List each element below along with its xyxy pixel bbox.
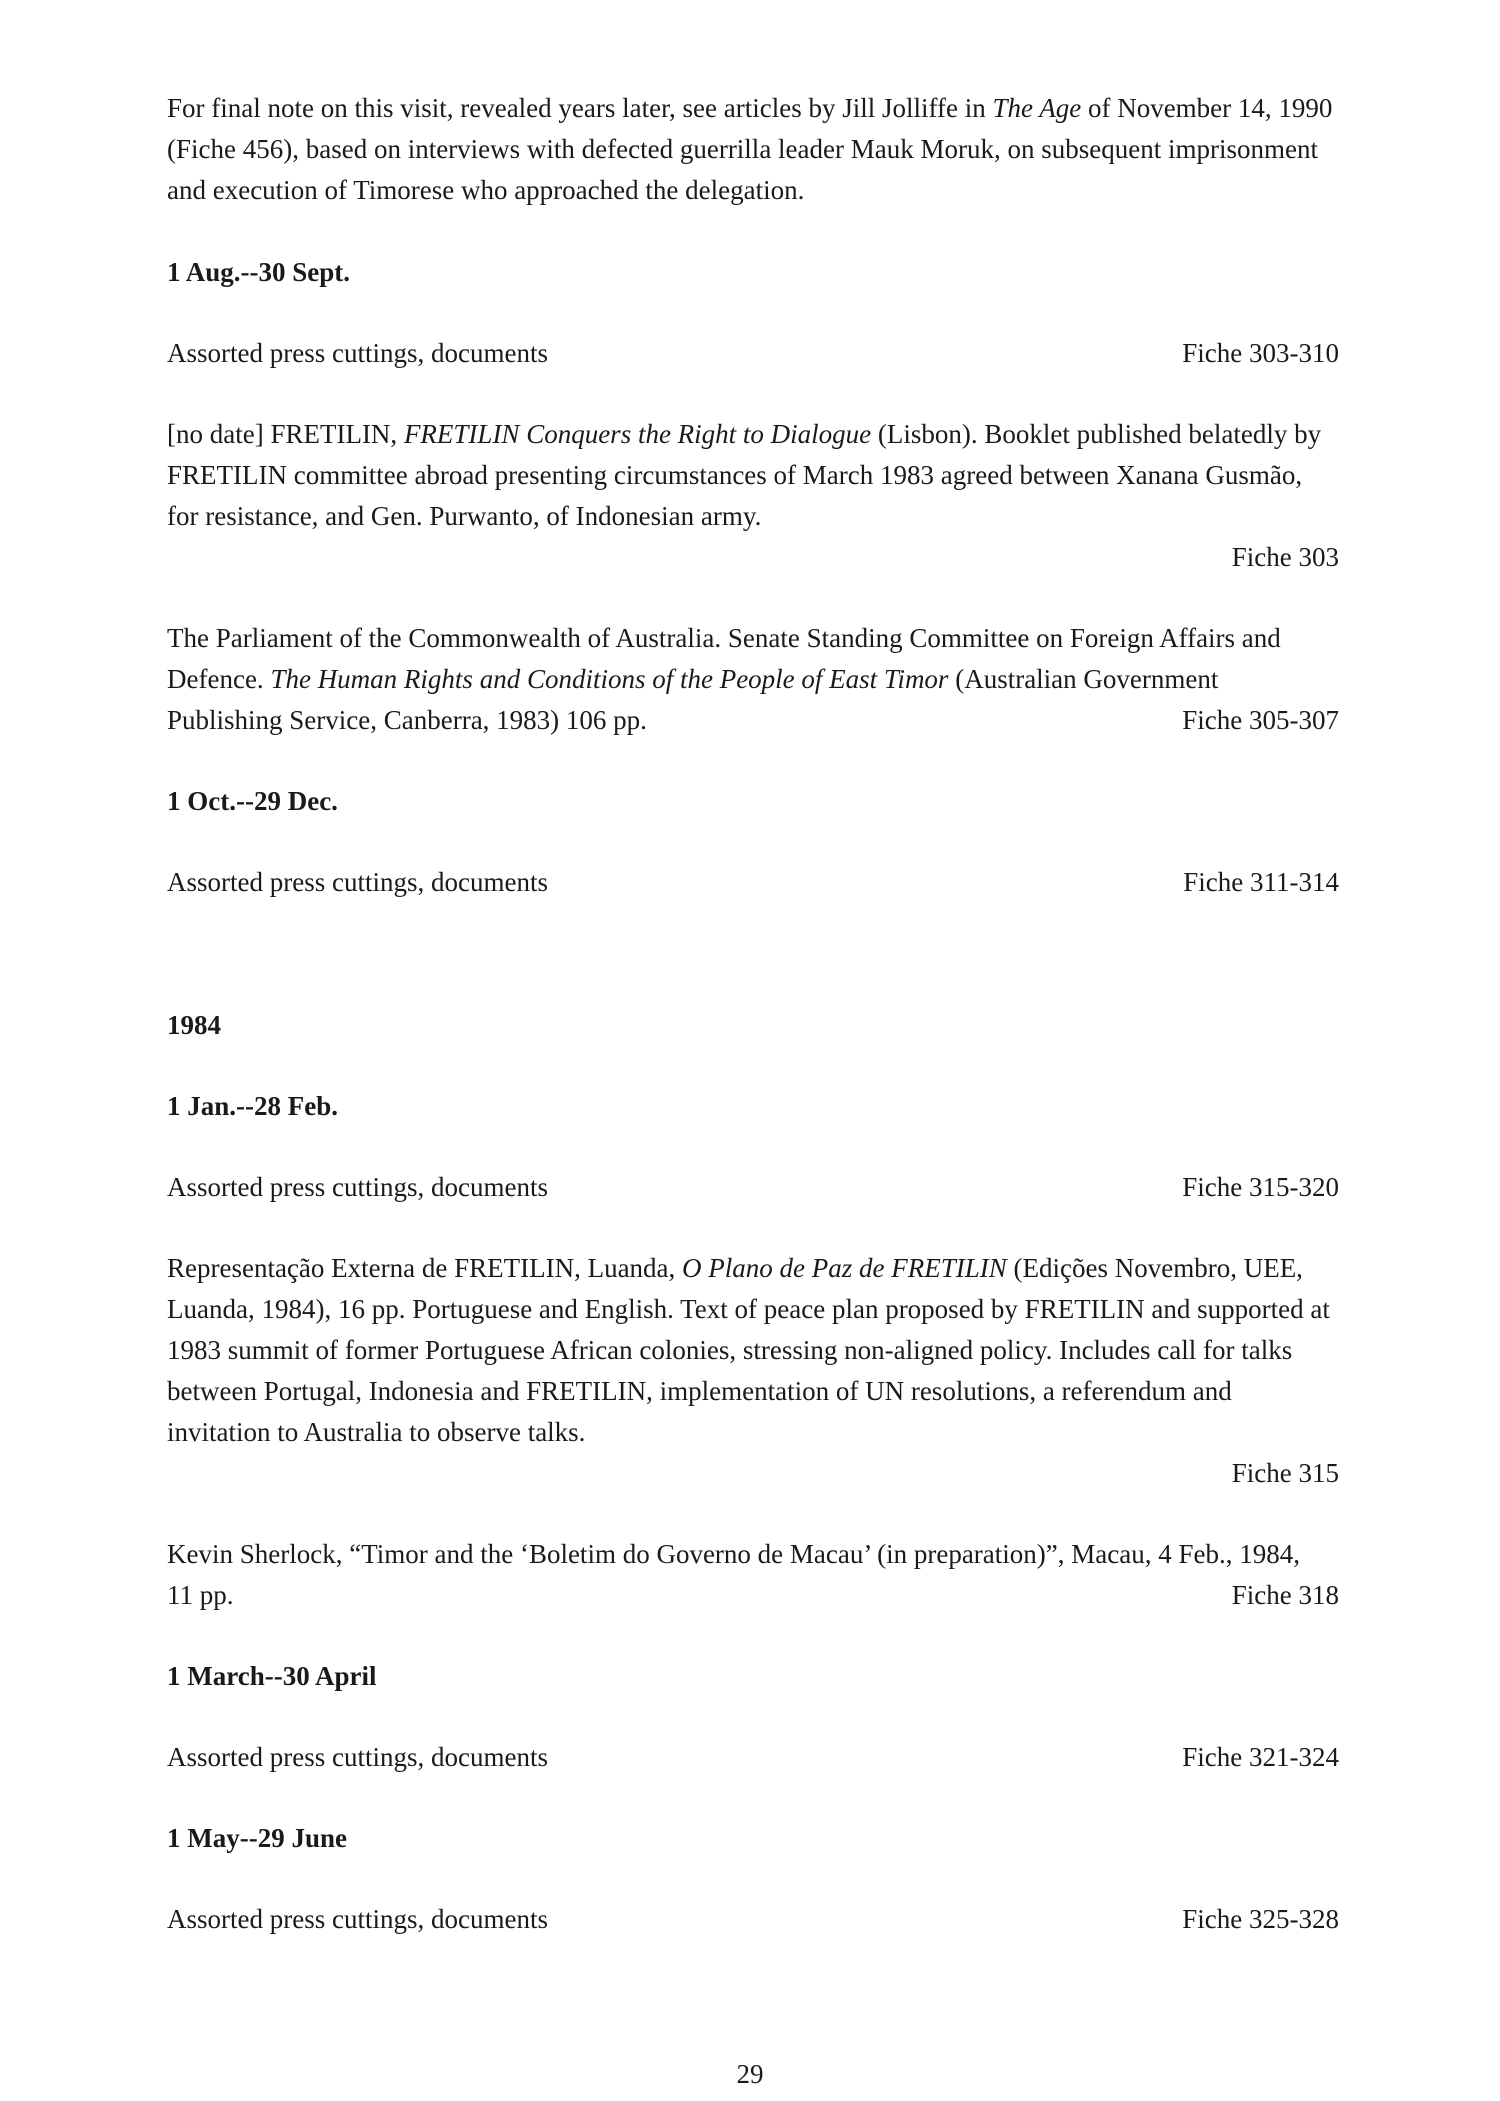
section-heading-aug-sept: 1 Aug.--30 Sept.	[167, 257, 351, 287]
fiche-ref: Fiche 305-307	[1182, 705, 1339, 735]
assorted-row-may-jun	[167, 1899, 1339, 1940]
publication-title: O Plano de Paz de FRETILIN	[682, 1253, 1007, 1283]
entry-sherlock: Kevin Sherlock, “Timor and the ‘Boletim do Governo de Macau’ (in preparation)”, Macau, 4 Feb., 1984, 11 pp. Fiche 318	[167, 1534, 1339, 1616]
page-number: 29	[736, 2059, 764, 2089]
assorted-row-oct-dec	[167, 862, 1339, 903]
fiche-ref: Fiche 315	[1231, 1458, 1339, 1488]
fiche-ref: Fiche 303	[1231, 542, 1339, 572]
assorted-label: Assorted press cuttings, documents	[167, 867, 548, 897]
assorted-label: Assorted press cuttings, documents	[167, 1904, 548, 1934]
fiche-ref: Fiche 311-314	[1183, 867, 1339, 897]
section-heading-oct-dec: 1 Oct.--29 Dec.	[167, 786, 338, 816]
section-heading-jan-feb: 1 Jan.--28 Feb.	[167, 1091, 338, 1121]
publication-title: FRETILIN Conquers the Right to Dialogue	[403, 419, 872, 449]
fiche-ref: Fiche 318	[1231, 1580, 1339, 1610]
section-heading-mar-apr: 1 March--30 April	[167, 1661, 377, 1691]
assorted-label: Assorted press cuttings, documents	[167, 1742, 548, 1772]
entry-fretilin-dialogue: [no date] FRETILIN, FRETILIN Conquers the Right to Dialogue (Lisbon). Booklet published belatedly by FRETILIN committee abroad presenting circumstances of March 1983 agreed between Xanana Gusmão, for resistance, and Gen. Purwanto, of Indonesian army.	[167, 419, 1322, 531]
fiche-ref: Fiche 321-324	[1182, 1742, 1339, 1772]
entry-plano-de-paz: Representação Externa de FRETILIN, Luanda, O Plano de Paz de FRETILIN (Edições Novembro, UEE, Luanda, 1984), 16 pp. Portuguese and English. Text of peace plan proposed by FRETILIN and supported at 1983 summit of former Portuguese African colonies, stressing non-aligned policy. Includes call for talks between Portugal, Indonesia and FRETILIN, implementation of UN resolutions, a referendum and invitation to Australia to observe talks.	[167, 1253, 1330, 1447]
assorted-row-aug-sept	[167, 333, 1339, 374]
fiche-ref: Fiche 303-310	[1182, 338, 1339, 368]
assorted-label: Assorted press cuttings, documents	[167, 1172, 548, 1202]
assorted-label: Assorted press cuttings, documents	[167, 338, 548, 368]
publication-title: The Human Rights and Conditions of the People of East Timor	[270, 664, 949, 694]
document-page	[167, 88, 1339, 1940]
assorted-row-jan-feb	[167, 1167, 1339, 1208]
fiche-ref: Fiche 315-320	[1182, 1172, 1339, 1202]
year-heading: 1984	[167, 1010, 221, 1040]
intro-note: For final note on this visit, revealed years later, see articles by Jill Jolliffe in The Age of November 14, 1990 (Fiche 456), based on interviews with defected guerrilla leader Mauk Moruk, on subsequent imprisonment and execution of Timorese who approached the delegation.	[167, 93, 1333, 205]
assorted-row-mar-apr	[167, 1737, 1339, 1778]
section-heading-may-jun: 1 May--29 June	[167, 1823, 347, 1853]
entry-parliament-report: The Parliament of the Commonwealth of Australia. Senate Standing Committee on Foreign Affairs and Defence. The Human Rights and Conditions of the People of East Timor (Australian Government Publishing Service, Canberra, 1983) 106 pp. Fiche 305-307	[167, 618, 1339, 741]
fiche-ref: Fiche 325-328	[1182, 1904, 1339, 1934]
publication-title: The Age	[992, 93, 1082, 123]
